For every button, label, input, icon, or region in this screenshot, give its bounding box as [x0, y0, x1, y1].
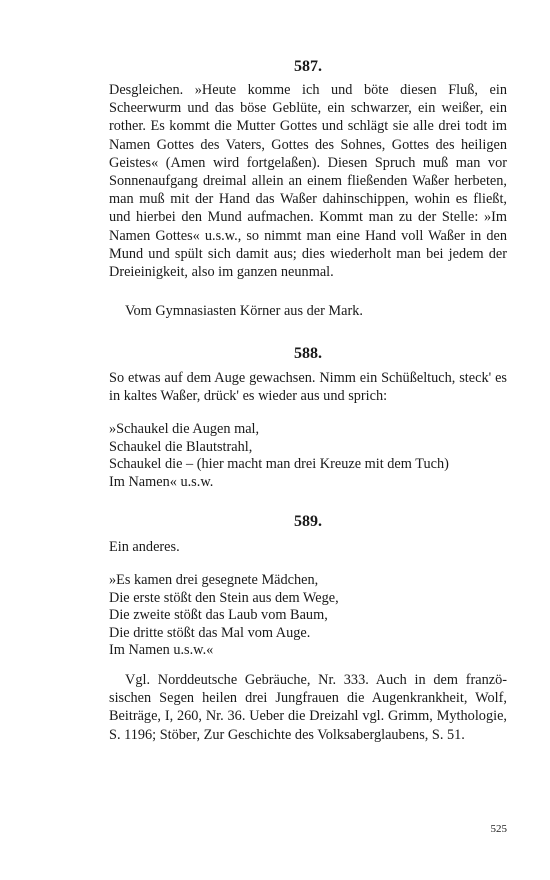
section-number: 588. [294, 345, 322, 362]
verse-line: Schaukel die – (hier macht man drei Kreuze mit dem Tuch) [109, 456, 449, 473]
verse-line: »Schaukel die Augen mal, [109, 421, 260, 437]
section-588-body [109, 369, 507, 405]
section-587-heading-block [109, 57, 507, 77]
verse-line: Im Namen« u.s.w. [109, 473, 214, 490]
section-paragraph: So etwas auf dem Auge gewachsen. Nimm ein Schüßeltuch, steck' es in kaltes Waßer, drück' es wieder aus und sprich: [109, 370, 507, 405]
section-588-heading-block [109, 344, 507, 364]
verse-line: Im Namen u.s.w.« [109, 642, 214, 659]
section-paragraph: Ein anderes. [109, 539, 180, 555]
page-number: 525 [490, 823, 507, 835]
section-number: 587. [294, 58, 322, 75]
section-587-source [109, 302, 507, 320]
section-paragraph: Desgleichen. »Heute komme ich und böte diesen Fluß, ein Scheerwurm und das böse Geblüte, ein schwarzer, ein weißer, ein rother. Es kommt die Mutter Gottes und schlägt sie alle drei todt im Namen Gottes des Vaters, Gottes des Sohnes, Gottes des heiligen Geistes« (Amen wird fortgelaßen). Diesen Spruch muß man vor Sonnenaufgang dreimal allein an einem fließenden Waßer herbeten, man muß mit der Hand das Waßer dahinschippen, wohin es fließt, und hierbei den Mund aufmachen. Kommt man zu der Stelle: »Im Namen Gottes« u.s.w., so nimmt man eine Hand voll Waßer in den Mund und spült sich damit aus; dies wiederholt man bei jedem der Dreieinigkeit, also im ganzen neunmal. [109, 82, 507, 281]
verse-line: Die erste stößt den Stein aus dem Wege, [109, 589, 339, 606]
source-line: Vom Gymnasiasten Körner aus der Mark. [125, 303, 363, 319]
section-589-note [109, 671, 507, 744]
section-589-heading-block [109, 512, 507, 532]
verse-line: Die dritte stößt das Mal vom Auge. [109, 624, 311, 641]
section-589-verse [109, 572, 507, 660]
section-number: 589. [294, 513, 322, 530]
verse-line: Schaukel die Blautstrahl, [109, 438, 253, 455]
section-588-verse [109, 421, 507, 491]
section-587-body [109, 81, 507, 281]
section-589-body [109, 538, 507, 556]
verse-line: Die zweite stößt das Laub vom Baum, [109, 607, 328, 624]
reference-note: Vgl. Norddeutsche Gebräuche, Nr. 333. Auch in dem französischen Segen heilen drei Jungfrauen die Augenkrankheit, Wolf, Beiträge, I, 260, Nr. 36. Ueber die Dreizahl vgl. Grimm, Mythologie, S. 1196; Stöber, Zur Geschichte des Volksaberglaubens, S. 51. [109, 672, 507, 743]
verse-line: »Es kamen drei gesegnete Mädchen, [109, 572, 319, 588]
